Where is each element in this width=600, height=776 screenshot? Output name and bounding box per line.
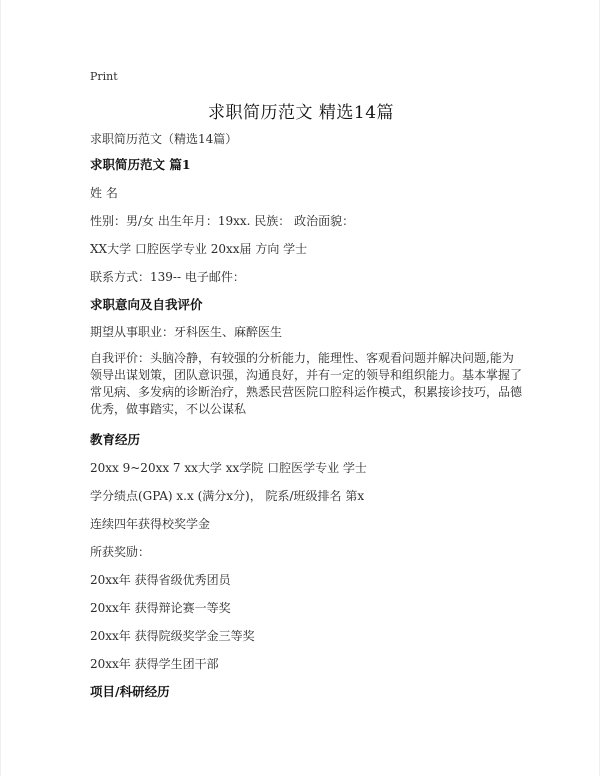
award-item: 20xx年 获得辩论赛一等奖 bbox=[90, 601, 231, 615]
name-line: 姓 名 bbox=[90, 186, 118, 200]
self-eval-line: 优秀，做事踏实，不以公谋私 bbox=[90, 402, 247, 416]
scholarship-line: 连续四年获得校奖学金 bbox=[90, 517, 211, 531]
intent-line: 期望从事职业：牙科医生、麻醉医生 bbox=[90, 325, 283, 339]
education-line: 20xx 9~20xx 7 xx大学 xx学院 口腔医学专业 学士 bbox=[90, 461, 367, 475]
section-heading-projects: 项目/科研经历 bbox=[90, 684, 170, 699]
self-evaluation-paragraph bbox=[90, 350, 530, 418]
page-title: 求职简历范文 精选14篇 bbox=[207, 103, 395, 123]
section-heading-education: 教育经历 bbox=[90, 432, 141, 447]
gpa-line: 学分绩点(GPA) x.x (满分x分)， 院系/班级排名 第x bbox=[90, 489, 365, 503]
personal-info-line: 性别：男/女 出生年月：19xx. 民族： 政治面貌： bbox=[90, 214, 355, 228]
award-item: 20xx年 获得省级优秀团员 bbox=[90, 573, 231, 587]
award-item: 20xx年 获得学生团干部 bbox=[90, 657, 219, 671]
document-body bbox=[90, 131, 530, 700]
self-eval-line: 领导出谋划策，团队意识强，沟通良好，并有一定的领导和组织能力。基本掌握了 bbox=[90, 368, 523, 382]
school-line: XX大学 口腔医学专业 20xx届 方向 学士 bbox=[90, 242, 308, 256]
section-heading-resume-1: 求职简历范文 篇1 bbox=[90, 157, 191, 172]
award-item: 20xx年 获得院级奖学金三等奖 bbox=[90, 629, 255, 643]
document-subtitle: 求职简历范文（精选14篇） bbox=[90, 132, 238, 146]
section-heading-intent: 求职意向及自我评价 bbox=[90, 297, 203, 312]
self-eval-line: 自我评价：头脑冷静，有较强的分析能力，能理性、客观看问题并解决问题,能为 bbox=[90, 351, 514, 365]
contact-line: 联系方式：139-- 电子邮件： bbox=[90, 270, 245, 284]
print-link[interactable]: Print bbox=[90, 70, 118, 83]
awards-label: 所获奖励： bbox=[90, 545, 151, 559]
self-eval-line: 常见病、多发病的诊断治疗，熟悉民营医院口腔科运作模式，积累接诊技巧，品德 bbox=[90, 385, 523, 399]
